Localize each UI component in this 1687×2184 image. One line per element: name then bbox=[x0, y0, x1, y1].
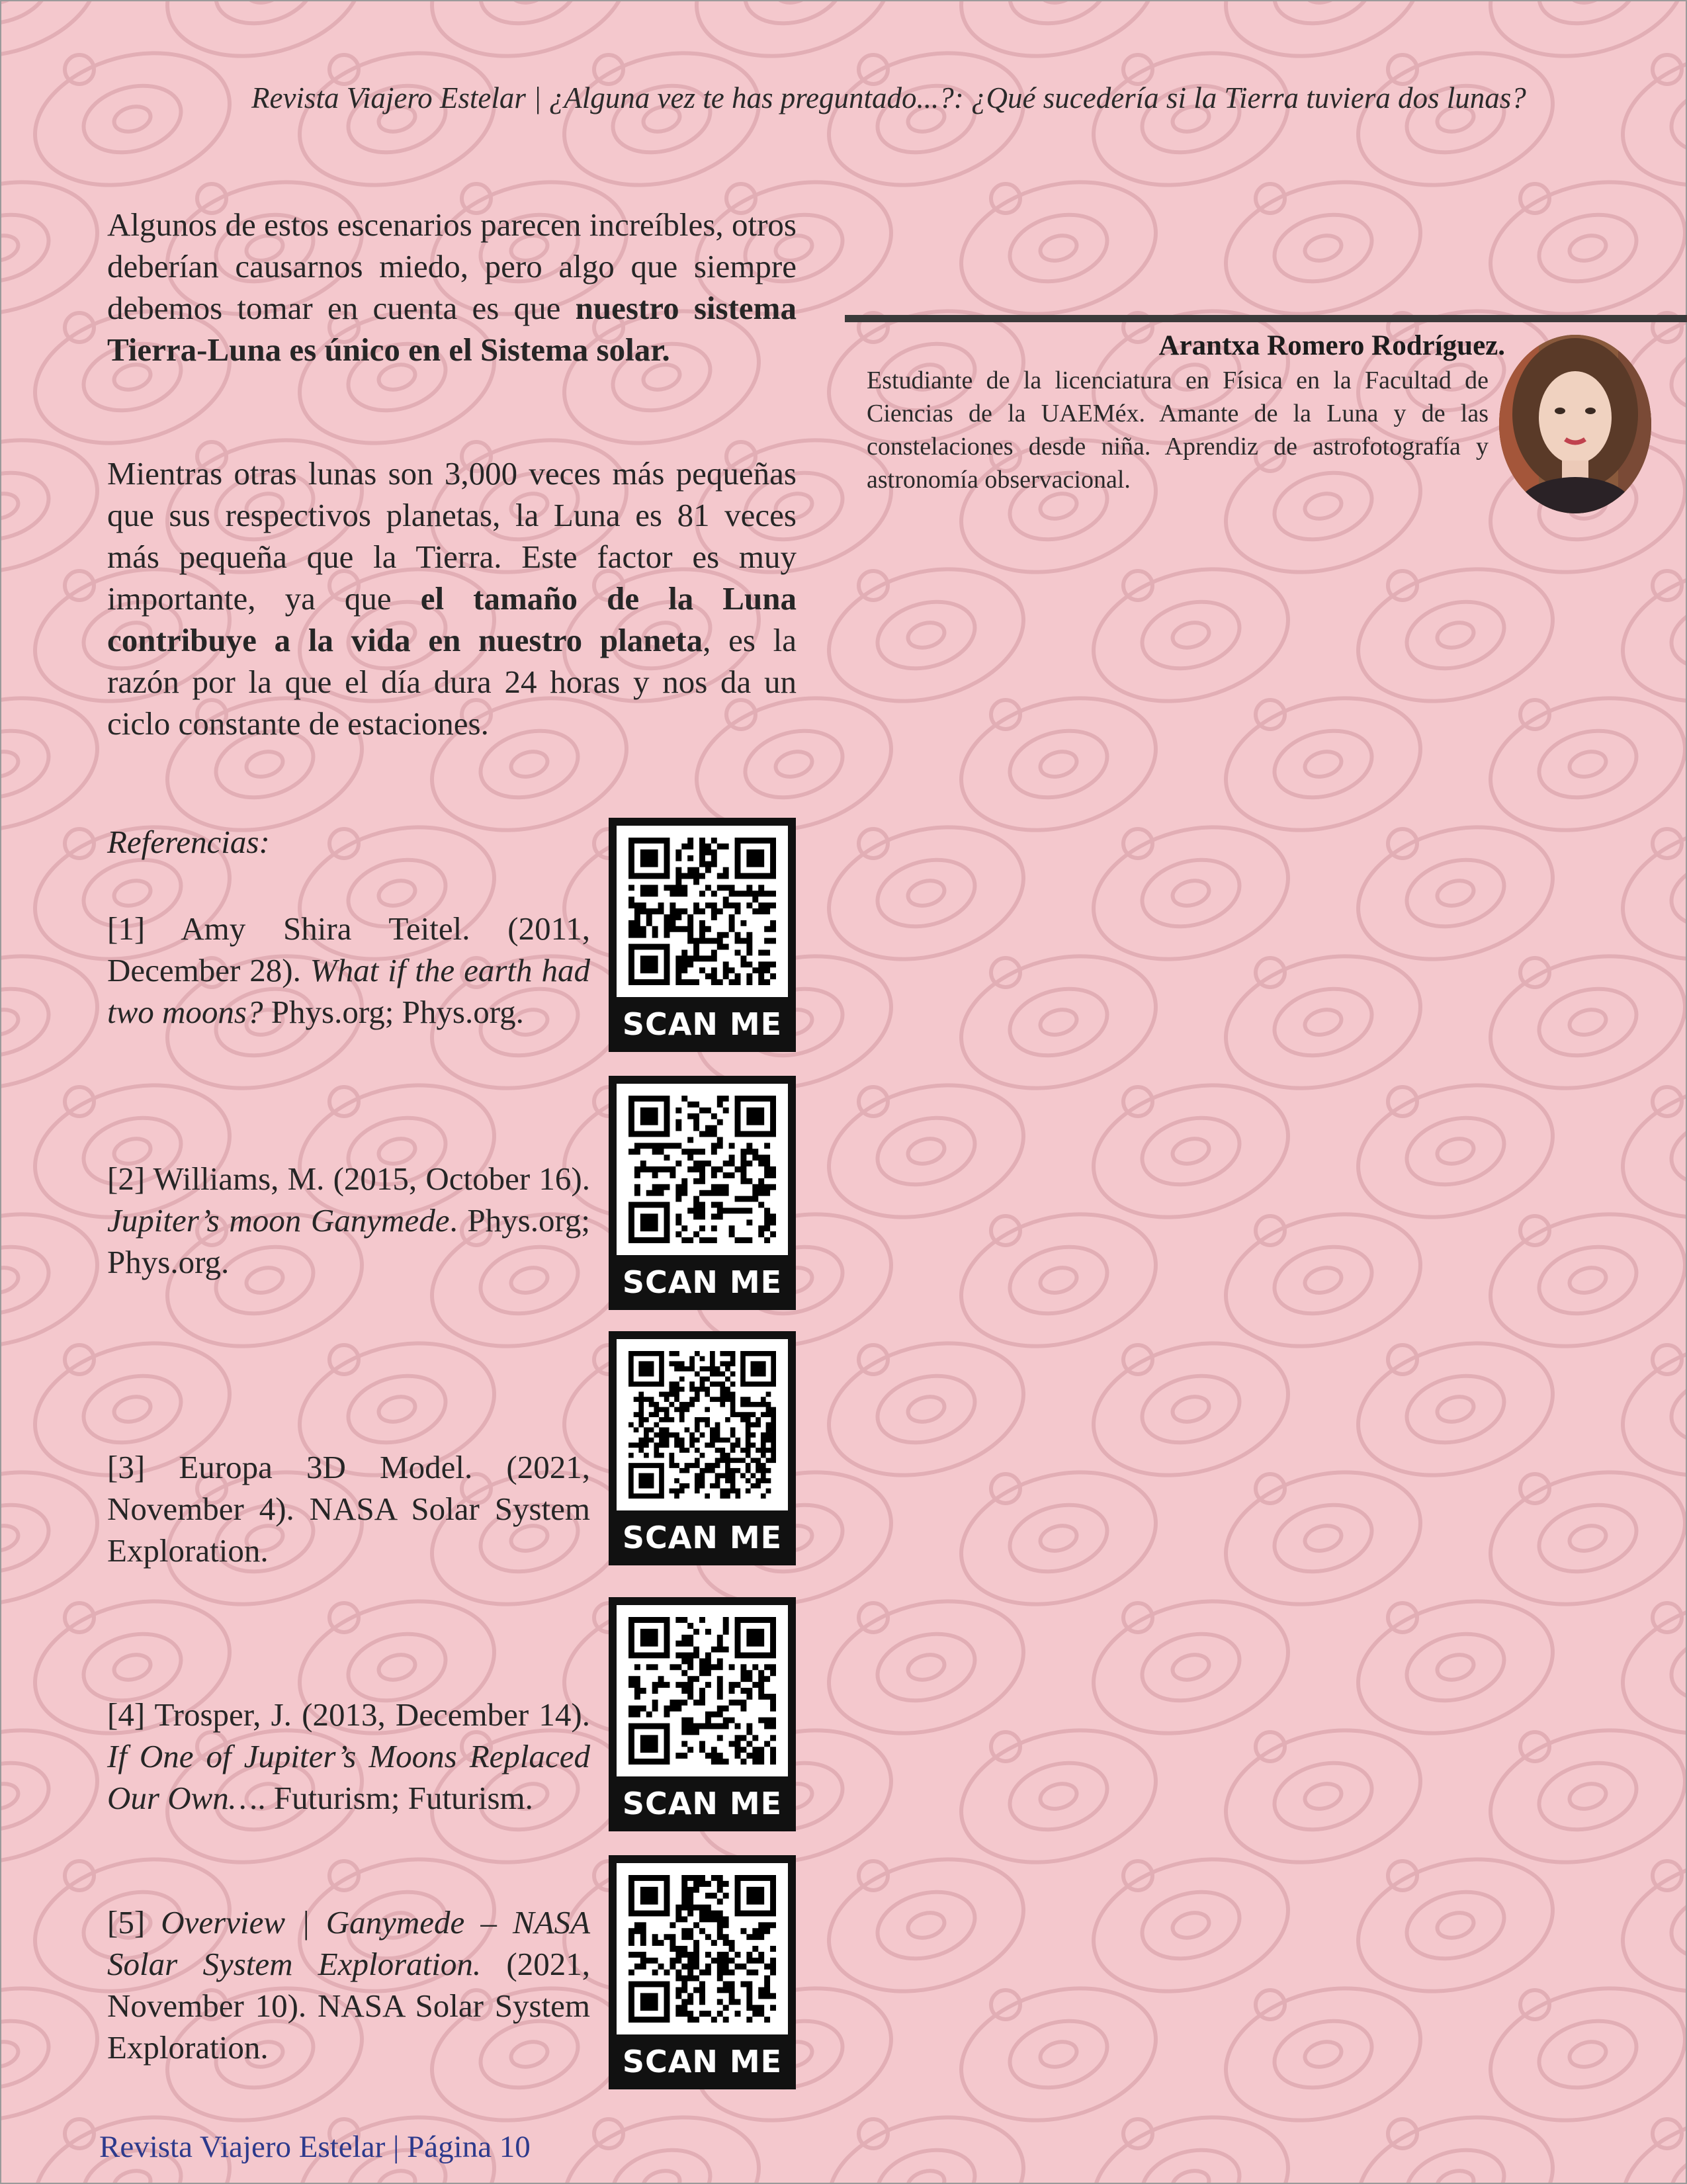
reference-1: [1] Amy Shira Teitel. (2011, December 28). What if the earth had two moons? Phys.org; Phys.org. bbox=[107, 910, 590, 1030]
reference-3: [3] Europa 3D Model. (2021, November 4). NASA Solar System Exploration. bbox=[107, 1449, 590, 1569]
reference-4: [4] Trosper, J. (2013, December 14). If One of Jupiter’s Moons Replaced Our Own…. Futurism; Futurism. bbox=[107, 1696, 590, 1816]
qr-code-4[interactable] bbox=[609, 1597, 796, 1831]
qr-code-2[interactable] bbox=[609, 1076, 796, 1310]
qr-pattern bbox=[628, 1617, 776, 1765]
qr-code-5[interactable] bbox=[609, 1855, 796, 2089]
author-divider bbox=[845, 315, 1687, 322]
reference-2: [2] Williams, M. (2015, October 16). Jupiter’s moon Ganymede. Phys.org; Phys.org. bbox=[107, 1160, 590, 1280]
p2-text-a: Mientras otras lunas son 3,000 veces más pequeñas que sus respectivos planetas, la Luna es 81 veces más pequeña que la Tierra. Este factor es muy importante, ya que bbox=[107, 455, 797, 617]
p1-bold: nuestro sistema Tierra-Luna es único en el Sistema solar. bbox=[107, 290, 797, 368]
qr-pattern bbox=[628, 1351, 776, 1499]
qr-code-3[interactable] bbox=[609, 1331, 796, 1565]
author-avatar bbox=[1499, 335, 1651, 513]
references-title: Referencias: bbox=[107, 824, 270, 860]
body-paragraph-2 bbox=[107, 453, 797, 744]
author-name: Arantxa Romero Rodríguez. bbox=[1158, 330, 1505, 361]
qr-pattern bbox=[628, 1096, 776, 1243]
qr-code-1[interactable] bbox=[609, 818, 796, 1052]
p2-bold: el tamaño de la Luna contribuye a la vida en nuestro planeta bbox=[107, 580, 797, 658]
qr-pattern bbox=[628, 838, 776, 985]
page-footer: Revista Viajero Estelar | Página 10 bbox=[99, 2130, 531, 2164]
scan-me-label: SCAN ME bbox=[622, 1264, 783, 1300]
scan-me-label: SCAN ME bbox=[622, 1786, 783, 1821]
p1-text: Algunos de estos escenarios parecen increíbles, otros deberían causarnos miedo, pero algo que siempre debemos tomar en cuenta es que bbox=[107, 206, 797, 326]
body-paragraph-1 bbox=[107, 204, 797, 371]
author-portrait bbox=[1499, 335, 1651, 513]
qr-pattern bbox=[628, 1875, 776, 2023]
p2-text-c: , es la razón por la que el día dura 24 horas y nos da un ciclo constante de estaciones. bbox=[107, 622, 797, 742]
scan-me-label: SCAN ME bbox=[622, 1520, 783, 1555]
scan-me-label: SCAN ME bbox=[622, 1006, 783, 1042]
author-bio: Estudiante de la licenciatura en Física en la Facultad de Ciencias de la UAEMéx. Amante de la Luna y de las constelaciones desde niña. Aprendiz de astrofotografía y astronomía observacional. bbox=[867, 367, 1489, 494]
running-header: Revista Viajero Estelar | ¿Alguna vez te has preguntado...?: ¿Qué sucedería si la Tierra tuviera dos lunas? bbox=[251, 81, 1526, 114]
reference-5: [5] Overview | Ganymede – NASA Solar System Exploration. (2021, November 10). NASA Solar System Exploration. bbox=[107, 1904, 591, 2066]
scan-me-label: SCAN ME bbox=[622, 2044, 783, 2079]
